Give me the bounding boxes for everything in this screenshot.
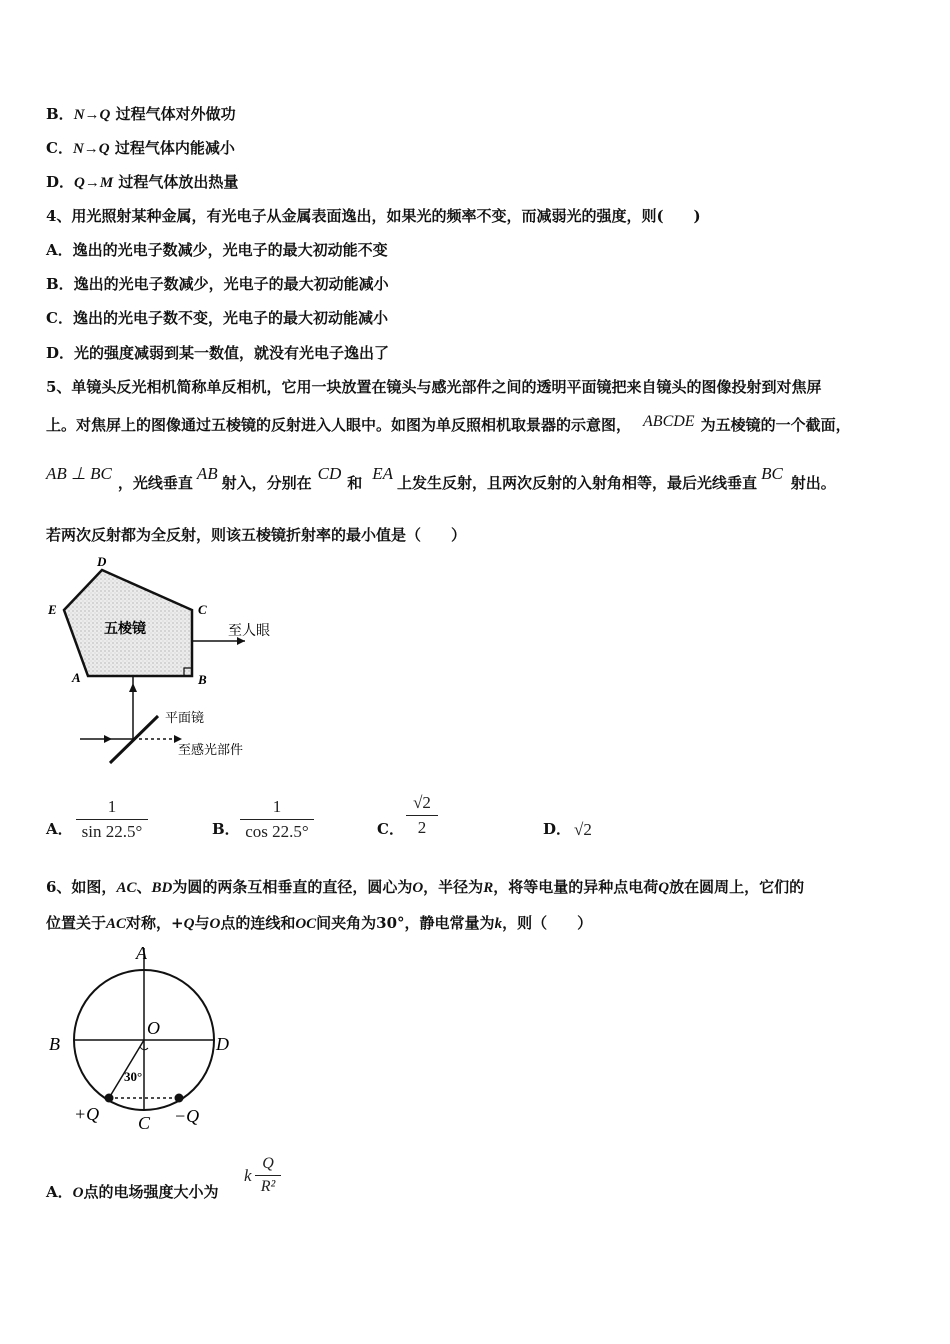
q5-option-c-letter: C．	[377, 820, 404, 838]
fraction-numerator: Q	[255, 1155, 281, 1176]
option-text: 过程气体内能减小	[114, 139, 235, 157]
q6-text: 点的连线和	[220, 914, 296, 932]
q6-text: 为圆的两条互相垂直的直径，圆心为	[172, 878, 413, 896]
math-ab: AB	[196, 464, 218, 483]
label-b: B	[198, 672, 207, 687]
label-angle: 30°	[124, 1069, 143, 1084]
math-o: O	[209, 916, 221, 932]
q5-line4: 若两次反射都为全反射，则该五棱镜折射率的最小值是（ ）	[46, 526, 467, 544]
fraction-numerator: 1	[76, 797, 148, 820]
option-text: 过程气体放出热量	[118, 173, 239, 191]
label-minus-q: −Q	[174, 1106, 200, 1126]
q3-option-c	[46, 137, 235, 158]
q5-option-a-fraction	[76, 797, 148, 842]
q6-option-a-k: k	[244, 1166, 252, 1185]
label-plus-q: +Q	[74, 1104, 100, 1124]
q6-text: 位置关于	[46, 914, 107, 932]
q6-text: 对称，+	[126, 914, 184, 932]
q5-option-d-letter: D．	[543, 820, 572, 838]
label-a: A	[72, 670, 81, 685]
label-sensor: 至感光部件	[178, 742, 244, 757]
q6-text: 放在圆周上，它们的	[669, 878, 805, 896]
q4-option-b: B．逸出的光电子数减少，光电子的最大初动能减小	[46, 275, 389, 293]
math-q: Q	[658, 880, 670, 896]
q5-line2-part-a: 上。对焦屏上的图像通过五棱镜的反射进入人眼中。如图为单反照相机取景器的示意图，	[46, 416, 632, 434]
q5-text-1: ，光线垂直	[117, 474, 193, 492]
q6-line1	[46, 876, 804, 897]
option-expr: N→Q	[73, 107, 111, 123]
q5-line1: 5、单镜头反光相机简称单反相机，它用一块放置在镜头与感光部件之间的透明平面镜把来自镜头的图像投射到对焦屏	[46, 378, 822, 396]
math-q: Q	[183, 916, 195, 932]
q6-text: ，半径为	[423, 878, 484, 896]
math-r: R	[483, 880, 494, 896]
option-text: 过程气体对外做功	[115, 105, 236, 123]
q5-text-3: 和	[347, 474, 363, 492]
math-o: O	[412, 880, 424, 896]
q6-text: ，将等电量的异种点电荷	[493, 878, 659, 896]
q6-text: 6、如图，	[46, 878, 117, 896]
fraction-denominator: 2	[417, 818, 427, 837]
option-expr: Q→M	[74, 175, 114, 191]
charge-plus	[105, 1094, 114, 1103]
q4-stem: 4、用光照射某种金属，有光电子从金属表面逸出，如果光的频率不变，而减弱光的强度，则( )	[46, 207, 701, 225]
label-prism: 五棱镜	[104, 622, 146, 637]
q4-option-a: A．逸出的光电子数减少，光电子的最大初动能不变	[46, 241, 388, 259]
math-k: k	[494, 916, 503, 932]
q5-option-c-fraction	[406, 793, 438, 838]
math-oc: OC	[295, 916, 317, 932]
label-c: C	[138, 1113, 151, 1133]
charge-minus	[175, 1094, 184, 1103]
q6-text: 、	[136, 878, 152, 896]
math-ac: AC	[106, 916, 127, 932]
q4-option-d: D．光的强度减弱到某一数值，就没有光电子逸出了	[46, 344, 390, 362]
circle-figure	[40, 938, 250, 1138]
fraction-denominator: R²	[260, 1178, 276, 1195]
option-letter: A．	[46, 1183, 73, 1201]
q5-text-4: 上发生反射，且两次反射的入射角相等，最后光线垂直	[397, 474, 758, 492]
label-c: C	[198, 602, 207, 617]
label-eye: 至人眼	[228, 624, 270, 639]
math-ea: EA	[372, 464, 394, 483]
math-ab-perp-bc: AB ⊥ BC	[46, 464, 112, 483]
math-ac: AC	[116, 880, 137, 896]
math-abcde: ABCDE	[643, 413, 695, 430]
option-letter: C．	[46, 139, 73, 157]
q6-text: 与	[194, 914, 210, 932]
q6-option-a-fraction	[255, 1155, 281, 1196]
label-o: O	[147, 1018, 160, 1038]
incoming-arrow	[104, 735, 112, 743]
math-bd: BD	[151, 880, 173, 896]
q6-line2	[46, 912, 592, 933]
label-d: D	[97, 554, 107, 569]
q5-line2-part-b: 为五棱镜的一个截面，	[700, 416, 851, 434]
option-expr: N→Q	[72, 141, 110, 157]
q5-option-b-letter: B．	[212, 820, 240, 838]
q5-line2	[46, 414, 851, 435]
q6-text: ，则（ ）	[502, 914, 593, 932]
q5-option-d-value: √2	[574, 820, 592, 839]
q3-option-b	[46, 103, 236, 124]
math-cd: CD	[317, 464, 342, 483]
fraction-denominator: sin 22.5°	[81, 822, 143, 841]
fraction-numerator: 1	[240, 797, 314, 820]
option-letter: B．	[46, 105, 74, 123]
option-text: 点的电场强度大小为	[83, 1183, 219, 1201]
q5-option-a-letter: A．	[46, 820, 73, 838]
q5-text-2: 射入，分别在	[221, 474, 312, 492]
q5-line3	[46, 464, 836, 493]
math-o: O	[72, 1185, 84, 1201]
q3-option-d	[46, 171, 238, 192]
q6-text: 间夹角为30°，静电常量为	[316, 914, 495, 932]
option-letter: D．	[46, 173, 75, 191]
fraction-numerator: √2	[406, 793, 438, 816]
label-a: A	[136, 943, 147, 963]
q6-option-a	[46, 1181, 219, 1202]
label-e: E	[48, 602, 57, 617]
up-arrow	[129, 683, 137, 692]
q5-option-b-fraction	[240, 797, 314, 842]
q4-option-c: C．逸出的光电子数不变，光电子的最大初动能减小	[46, 309, 388, 327]
q5-text-5: 射出。	[790, 474, 836, 492]
label-mirror: 平面镜	[165, 710, 205, 725]
math-bc: BC	[761, 464, 783, 483]
label-b: B	[49, 1034, 60, 1054]
label-d: D	[216, 1034, 229, 1054]
fraction-denominator: cos 22.5°	[245, 822, 309, 841]
pentaprism-figure	[40, 550, 300, 770]
